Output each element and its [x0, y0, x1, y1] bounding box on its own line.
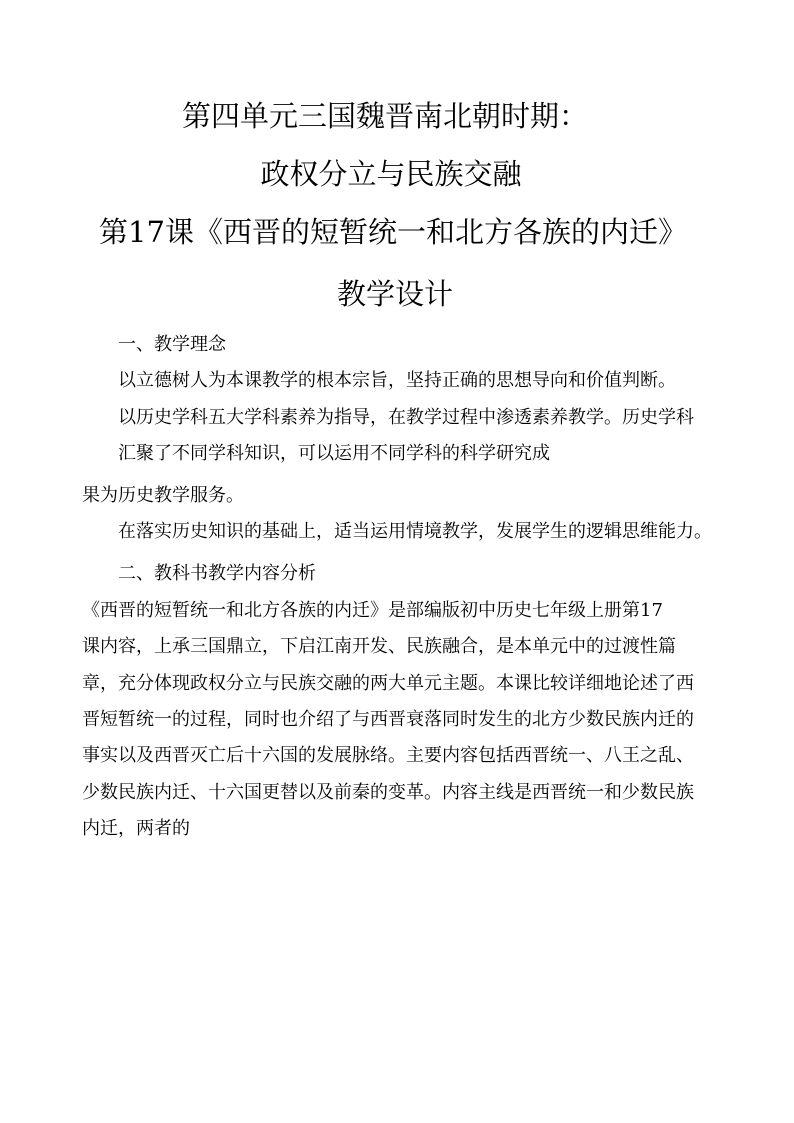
- paragraph-line: 《西晋的短暂统一和北方各族的内迁》是部编版初中历史七年级上册第17: [82, 600, 663, 621]
- paragraph-line: 果为历史教学服务。: [82, 485, 244, 506]
- section-heading-textbook-analysis: 二、教科书教学内容分析: [118, 563, 316, 584]
- unit-subtitle: 政权分立与民族交融: [260, 157, 522, 191]
- paragraph-line: 章，充分体现政权分立与民族交融的两大单元主题。本课比较详细地论述了西: [82, 673, 694, 694]
- paragraph-line: 内迁，两者的: [82, 818, 190, 839]
- document-type-title: 教学设计: [336, 277, 453, 311]
- paragraph-line: 晋短暂统一的过程，同时也介绍了与西晋衰落同时发生的北方少数民族内迁的: [82, 709, 694, 730]
- paragraph-line: 少数民族内迁、十六国更替以及前秦的变革。内容主线是西晋统一和少数民族: [82, 782, 694, 803]
- paragraph-line: 汇聚了不同学科知识，可以运用不同学科的科学研究成: [118, 443, 550, 464]
- lesson-title: 第17课《西晋的短暂统一和北方各族的内迁》: [99, 215, 687, 249]
- paragraph-line: 事实以及西晋灭亡后十六国的发展脉络。主要内容包括西晋统一、八王之乱、: [82, 745, 694, 766]
- paragraph-line: 以历史学科五大学科素养为指导，在教学过程中渗透素养教学。历史学科: [118, 407, 694, 428]
- paragraph-line: 课内容，上承三国鼎立，下启江南开发、民族融合，是本单元中的过渡性篇: [82, 636, 676, 657]
- paragraph-line: 在落实历史知识的基础上，适当运用情境教学，发展学生的逻辑思维能力。: [118, 521, 712, 542]
- unit-title: 第四单元三国魏晋南北朝时期：: [181, 99, 588, 133]
- paragraph-line: 以立德树人为本课教学的根本宗旨，坚持正确的思想导向和价值判断。: [118, 370, 676, 391]
- section-heading-teaching-philosophy: 一、教学理念: [118, 334, 226, 355]
